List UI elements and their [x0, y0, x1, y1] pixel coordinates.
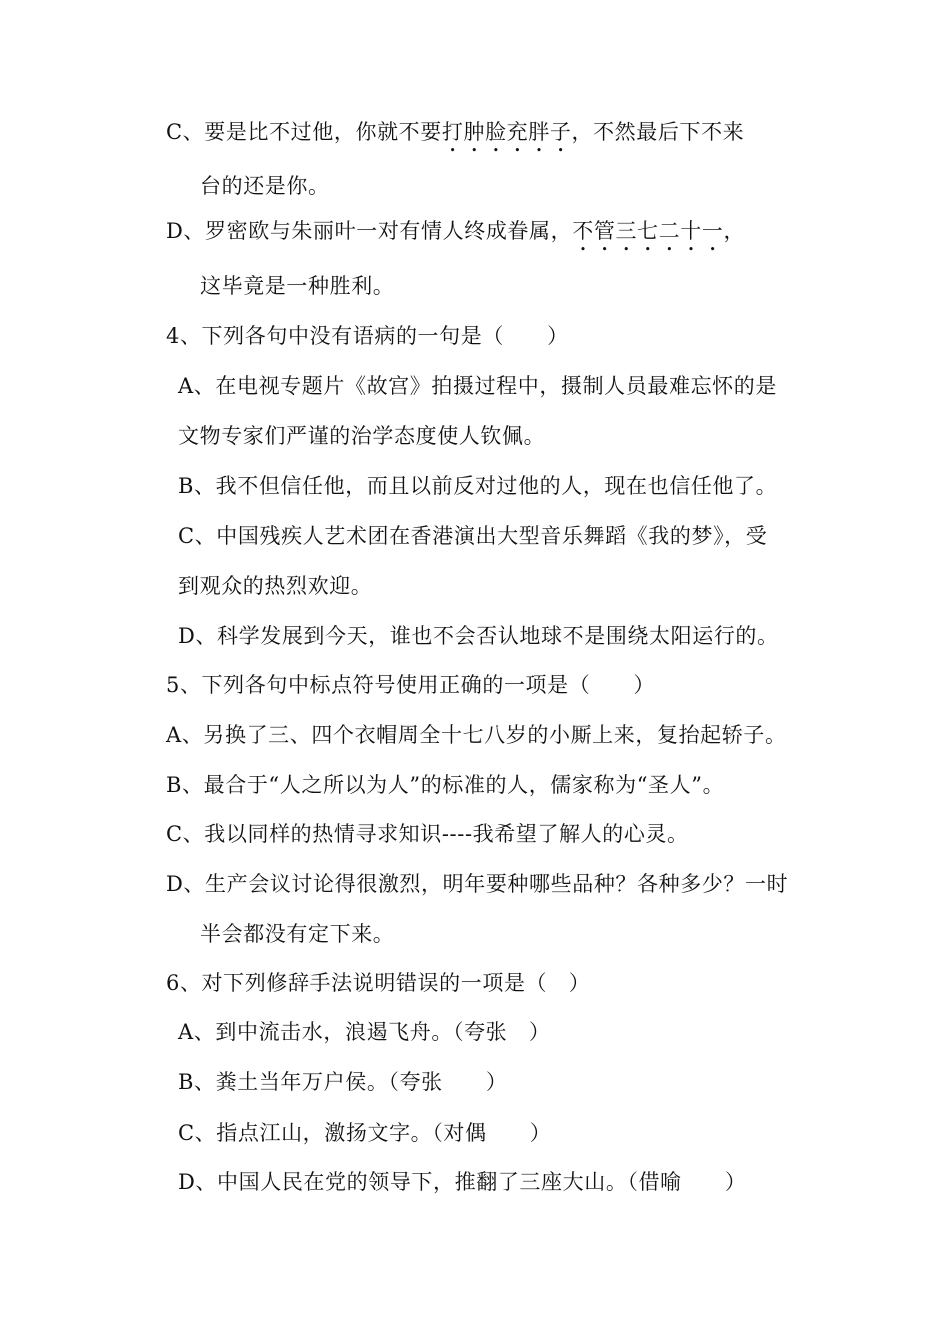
- q3-option-c: [166, 118, 744, 157]
- q5-option-c: C、我以同样的热情寻求知识----我希望了解人的心灵。: [166, 822, 689, 846]
- q6-option-a: A、到中流击水，浪遏飞舟。（夸张 ）: [178, 1020, 551, 1044]
- q4-option-c: C、中国残疾人艺术团在香港演出大型音乐舞蹈《我的梦》，受: [178, 524, 768, 548]
- q3-option-c-continued: 台的还是你。: [200, 174, 330, 198]
- q6-option-b: B、粪土当年万户侯。（夸张 ）: [178, 1070, 508, 1094]
- option-text: ，不然最后下不来: [571, 120, 745, 144]
- option-text: D、罗密欧与朱丽叶一对有情人终成眷属，: [166, 219, 573, 243]
- q6-option-c: C、指点江山，激扬文字。（对偶 ）: [178, 1121, 552, 1145]
- q3-option-d-continued: 这毕竟是一种胜利。: [200, 274, 395, 298]
- emphasized-idiom: 打肿脸充胖子: [441, 120, 572, 144]
- q5-option-a: A、另换了三、四个衣帽周全十七八岁的小厮上来，复抬起轿子。: [166, 723, 787, 747]
- q5-option-d-continued: 半会都没有定下来。: [200, 922, 395, 946]
- q6-option-d: D、中国人民在党的领导下，推翻了三座大山。（借喻 ）: [178, 1170, 747, 1194]
- emphasized-idiom: 不管三七二十一: [572, 219, 724, 243]
- q5-option-b: B、最合于“人之所以为人”的标准的人，儒家称为“圣人”。: [166, 773, 725, 797]
- q3-option-d: [166, 217, 745, 256]
- q4-option-a: A、在电视专题片《故宫》拍摄过程中，摄制人员最难忘怀的是: [178, 374, 777, 398]
- q4-option-a-continued: 文物专家们严谨的治学态度使人钦佩。: [178, 424, 546, 448]
- q4-stem: 4、下列各句中没有语病的一句是（ ）: [166, 324, 569, 348]
- q4-option-c-continued: 到观众的热烈欢迎。: [178, 574, 373, 598]
- option-text: C、要是比不过他，你就不要: [166, 120, 442, 144]
- q5-option-d: D、生产会议讨论得很激烈，明年要种哪些品种？各种多少？一时: [166, 872, 789, 896]
- q4-option-d: D、科学发展到今天，谁也不会否认地球不是围绕太阳运行的。: [178, 624, 779, 648]
- q4-option-b: B、我不但信任他，而且以前反对过他的人，现在也信任他了。: [178, 474, 778, 498]
- option-text: ，: [723, 219, 746, 243]
- q5-stem: 5、下列各句中标点符号使用正确的一项是（ ）: [166, 673, 656, 697]
- q6-stem: 6、对下列修辞手法说明错误的一项是（ ）: [166, 971, 591, 995]
